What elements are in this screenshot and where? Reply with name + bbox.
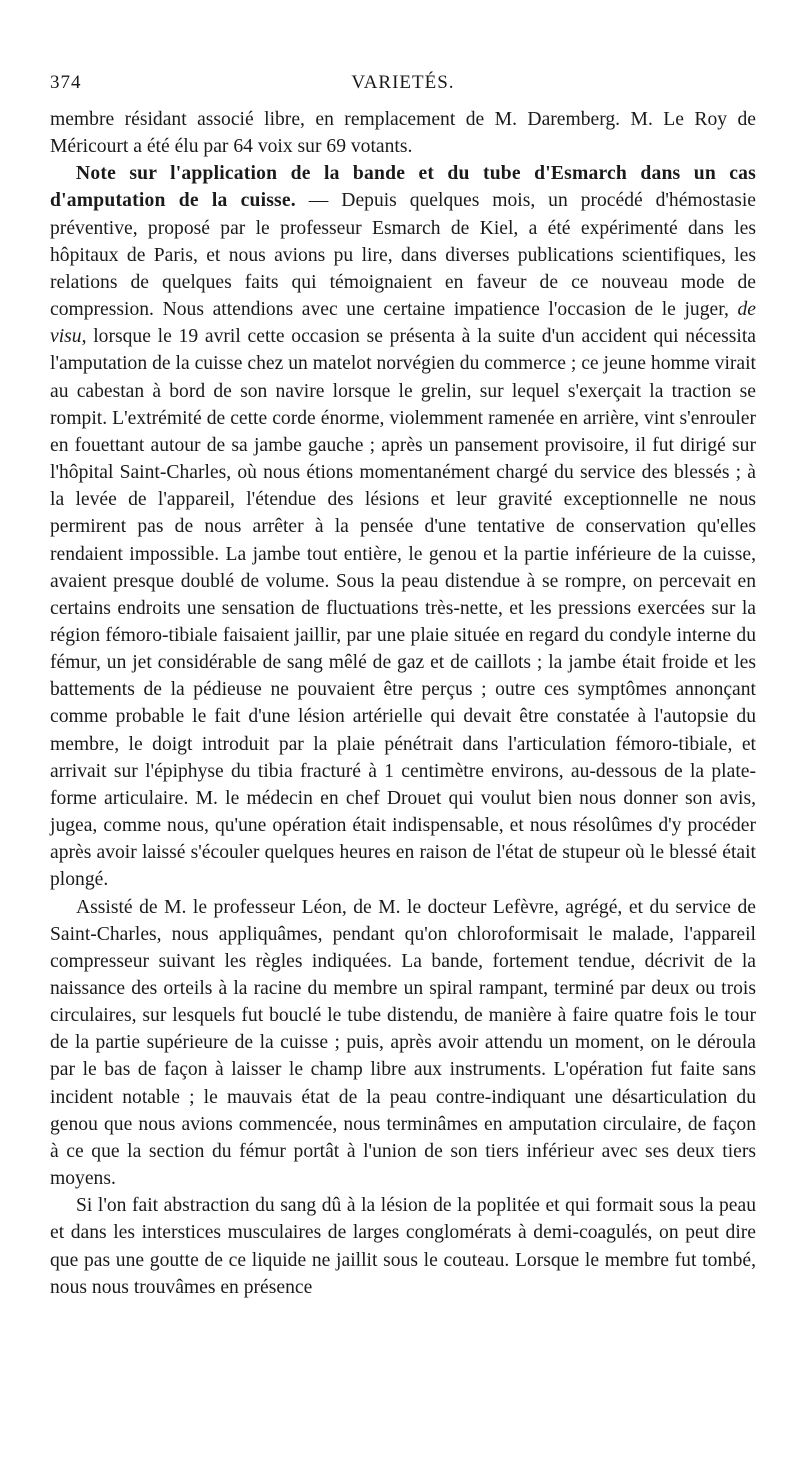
paragraph-4 bbox=[50, 1192, 756, 1301]
article-body bbox=[50, 106, 756, 1301]
paragraph-3 bbox=[50, 894, 756, 1193]
running-header bbox=[50, 72, 756, 106]
paragraph-2-text-a: — Depuis quelques mois, un procédé d'hémostasie préventive, proposé par le professeur Esmarch de Kiel, a été expérimenté dans les hôpitaux de Paris, et nous avions pu lire, dans diverses publications scientifiques, les relations de quelques faits qui témoignaient en faveur de ce nouveau mode de compression. Nous attendions avec une certaine impatience l'occasion de le juger, bbox=[50, 190, 756, 321]
paragraph-3-text: Assisté de M. le professeur Léon, de M. le docteur Lefèvre, agrégé, et du service de Saint-Charles, nous appliquâmes, pendant qu'on chloroformisait le malade, l'appareil compresseur suivant les règles indiquées. La bande, fortement tendue, décrivit de la naissance des orteils à la racine du membre un spiral rampant, terminé par deux ou trois circulaires, sur lesquels fut bouclé le tube distendu, de manière à faire quatre fois le tour de la partie supérieure de la cuisse ; puis, après avoir attendu un moment, on le déroula par le bas de façon à laisser le champ libre aux instruments. L'opération fut faite sans incident notable ; le mauvais état de la peau contre-indiquant une désarticulation du genou que nous avions commencée, nous terminâmes en amputation circulaire, de façon à ce que la section du fémur portât à l'union de son tiers inférieur avec ses deux tiers moyens. bbox=[50, 896, 756, 1190]
page-number: 374 bbox=[50, 72, 82, 93]
running-title: VARIETÉS. bbox=[351, 72, 455, 93]
paragraph-1-text: membre résidant associé libre, en remplacement de M. Daremberg. M. Le Roy de Méricourt a été élu par 64 voix sur 69 votants. bbox=[50, 109, 756, 158]
section-heading: Note sur l'application de la bande et du tube d'Esmarch dans un cas d'amputation de la cuisse. bbox=[50, 163, 756, 212]
paragraph-2 bbox=[50, 160, 756, 893]
latin-phrase: de visu bbox=[50, 299, 756, 348]
paragraph-2-text-b: , lorsque le 19 avril cette occasion se présenta à la suite d'un accident qui nécessita l'amputation de la cuisse chez un matelot norvégien du commerce ; ce jeune homme virait au cabestan à bord de son navire lorsque le grelin, sur lequel s'exerçait la traction se rompit. L'extrémité de cette corde énorme, violemment ramenée en arrière, vint s'enrouler en fouettant autour de sa jambe gauche ; après un pansement provisoire, il fut dirigé sur l'hôpital Saint-Charles, où nous étions momentanément chargé du service des blessés ; à la levée de l'appareil, l'étendue des lésions et leur gravité exceptionnelle ne nous permirent pas de nous arrêter à la pensée d'une tentative de conservation qu'elles rendaient impossible. La jambe tout entière, le genou et la partie inférieure de la cuisse, avaient presque doublé de volume. Sous la peau distendue à se rompre, on percevait en certains endroits une sensation de fluctuations très-nette, et les pressions exercées sur la région fémoro-tibiale faisaient jaillir, par une plaie située en regard du condyle interne du fémur, un jet considérable de sang mêlé de gaz et de caillots ; la jambe était froide et les battements de la pédieuse ne pouvaient être perçus ; outre ces symptômes annonçant comme probable le fait d'une lésion artérielle qui devait être constatée à l'autopsie du membre, le doigt introduit par la plaie pénétrait dans l'articulation fémoro-tibiale, et arrivait sur l'épiphyse du tibia fracturé à 1 centimètre environs, au-dessous de la plate-forme articulaire. M. le médecin en chef Drouet qui voulut bien nous donner son avis, jugea, comme nous, qu'une opération était indispensable, et nous résolûmes d'y procéder après avoir laissé s'écouler quelques heures en raison de l'état de stupeur où le blessé était plongé. bbox=[50, 326, 756, 891]
paragraph-1 bbox=[50, 106, 756, 160]
paragraph-4-text: Si l'on fait abstraction du sang dû à la lésion de la poplitée et qui formait sous la peau et dans les interstices musculaires de larges conglomérats à demi-coagulés, on peut dire que pas une goutte de ce liquide ne jaillit sous le couteau. Lorsque le membre fut tombé, nous nous trouvâmes en présence bbox=[50, 1195, 756, 1298]
